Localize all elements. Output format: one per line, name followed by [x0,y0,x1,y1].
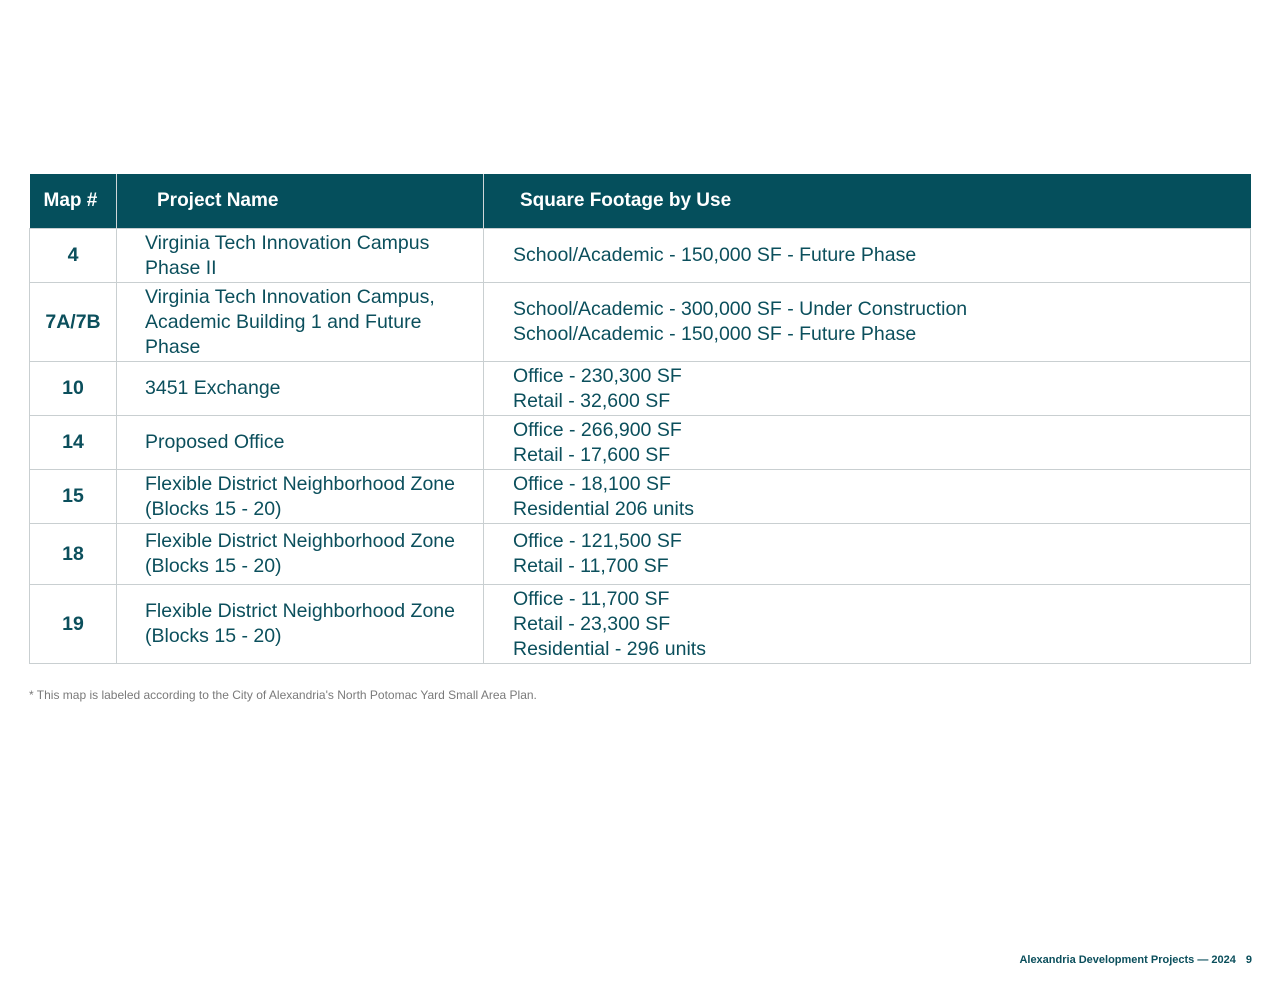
cell-square-footage [484,229,1251,283]
sf-line: Retail - 11,700 SF [513,555,669,577]
cell-map-number: 10 [30,362,117,416]
sf-line: Office - 11,700 SF [513,587,670,610]
cell-square-footage [484,362,1251,416]
sf-line: School/Academic - 150,000 SF - Future Phase [513,244,917,266]
sf-line: Office - 18,100 SF [513,472,671,495]
cell-square-footage [484,524,1251,585]
header-project-name: Project Name [117,174,484,229]
footer-title: Alexandria Development Projects — 2024 [1019,954,1236,966]
cell-project-name: Flexible District Neighborhood Zone (Blocks 15 - 20) [117,524,484,585]
footnote: * This map is labeled according to the City of Alexandria's North Potomac Yard Small Area Plan. [29,688,537,702]
cell-square-footage [484,585,1251,664]
sf-line: Office - 121,500 SF [513,530,682,552]
table-row [30,524,1251,585]
cell-project-name: Virginia Tech Innovation Campus Phase II [117,229,484,283]
table-row [30,362,1251,416]
sf-line: School/Academic - 300,000 SF - Under Construction [513,298,968,320]
projects-table [29,174,1251,664]
cell-project-name: Proposed Office [117,416,484,470]
cell-project-name: Flexible District Neighborhood Zone (Blocks 15 - 20) [117,470,484,524]
sf-line: School/Academic - 150,000 SF - Future Phase [513,323,917,345]
cell-map-number: 15 [30,470,117,524]
page-footer [1019,954,1252,966]
cell-map-number: 7A/7B [30,283,117,362]
sf-line: Office - 266,900 SF [513,418,682,441]
page-number: 9 [1245,954,1252,966]
table-row [30,283,1251,362]
sf-line: Office - 230,300 SF [513,364,682,387]
cell-square-footage [484,416,1251,470]
table-row [30,585,1251,664]
cell-project-name: Flexible District Neighborhood Zone (Blocks 15 - 20) [117,585,484,664]
sf-line: Retail - 23,300 SF [513,612,671,635]
header-square-footage: Square Footage by Use [484,174,1251,229]
projects-table-container [29,174,1250,664]
table-body [30,229,1251,664]
cell-map-number: 4 [30,229,117,283]
cell-square-footage [484,470,1251,524]
table-header-row [30,174,1251,229]
cell-map-number: 19 [30,585,117,664]
header-map-number: Map # [30,174,117,229]
cell-map-number: 14 [30,416,117,470]
cell-map-number: 18 [30,524,117,585]
sf-line: Residential - 296 units [513,637,706,660]
sf-line: Retail - 32,600 SF [513,389,671,412]
table-row [30,470,1251,524]
table-row [30,416,1251,470]
table-row [30,229,1251,283]
sf-line: Retail - 17,600 SF [513,443,671,466]
sf-line: Residential 206 units [513,497,695,520]
cell-project-name: Virginia Tech Innovation Campus, Academic Building 1 and Future Phase [117,283,484,362]
cell-project-name: 3451 Exchange [117,362,484,416]
cell-square-footage [484,283,1251,362]
